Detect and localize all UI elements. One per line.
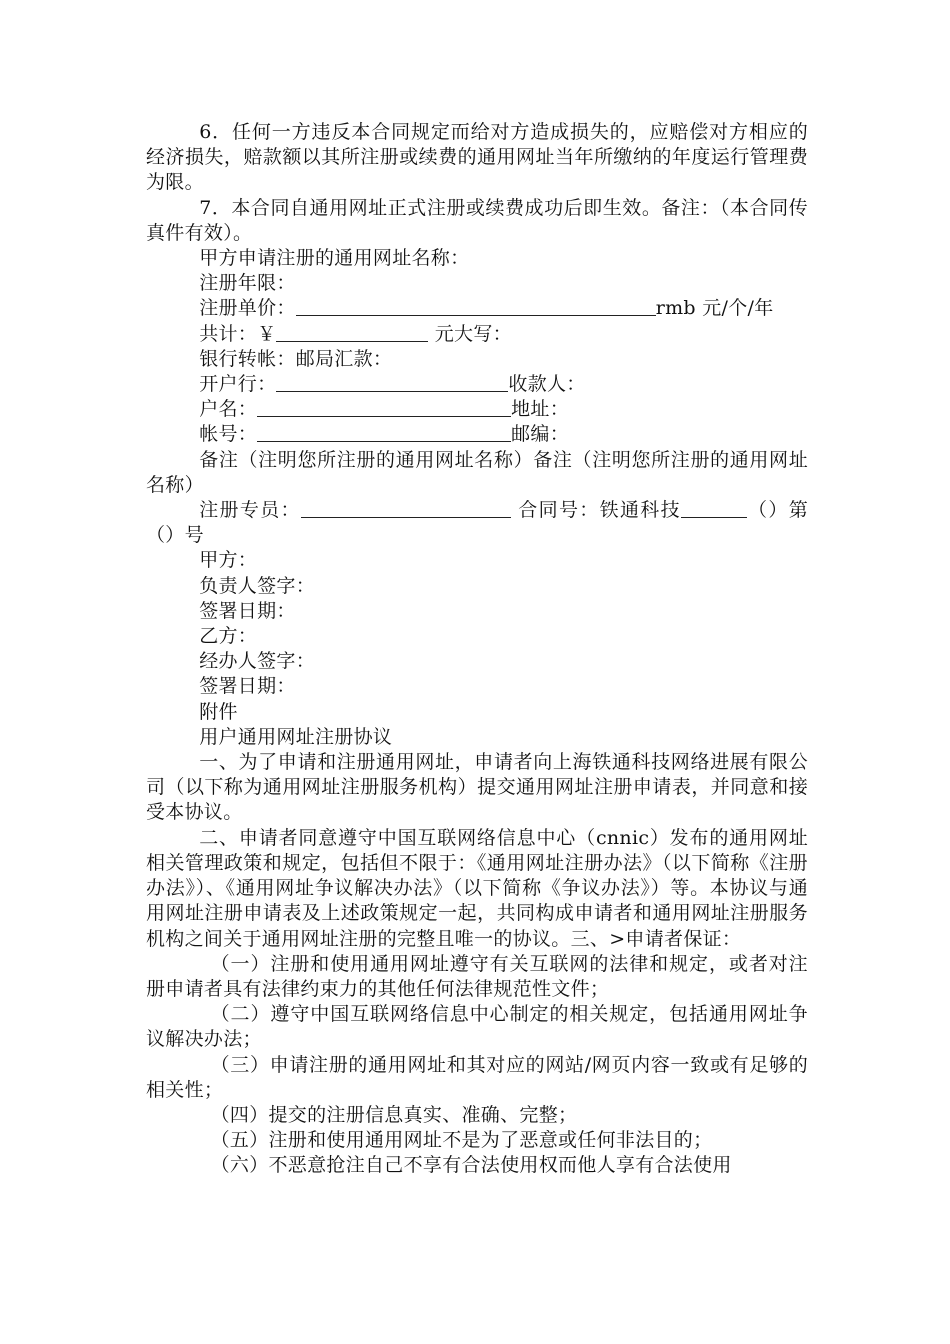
field-suffix: 元大写： xyxy=(428,322,512,345)
blank-line xyxy=(276,323,428,342)
clause-7: 7．本合同自通用网址正式注册或续费成功后即生效。备注：（本合同传真件有效）。 xyxy=(146,196,808,244)
field-account-number xyxy=(146,422,808,447)
attachment-label: 附件 xyxy=(199,700,238,723)
agreement-title: 用户通用网址注册协议 xyxy=(199,725,393,748)
field-account-name xyxy=(146,397,808,422)
field-suffix: 邮编： xyxy=(511,423,569,446)
field-label: 注册单价： xyxy=(199,297,296,320)
agreement-clause-2: 二、申请者同意遵守中国互联网络信息中心（cnnic）发布的通用网址相关管理政策和规定，包括但不限于：《通用网址注册办法》（以下简称《注册办法》）、《通用网址争议解决办法》（以下简称《争议办法》）等。本协议与通用网址注册申请表及上述政策规定一起，共同构成申请者和通用网址注册服务机构之间关于通用网址注册的完整且唯一的协议。三、>申请者保证： xyxy=(146,826,808,950)
document-body xyxy=(146,120,808,1179)
field-bank-name xyxy=(146,372,808,397)
field-remark: 备注（注明您所注册的通用网址名称）备注（注明您所注册的通用网址名称） xyxy=(146,448,808,496)
guarantee-6: （六）不恶意抢注自己不享有合法使用权而他人享有合法使用 xyxy=(210,1154,732,1177)
blank-line xyxy=(257,423,511,442)
field-url-name: 甲方申请注册的通用网址名称： xyxy=(199,247,470,270)
field-label: 开户行： xyxy=(199,373,277,396)
party-a: 甲方： xyxy=(199,549,258,572)
field-bank: 银行转帐：邮局汇款： xyxy=(199,347,393,370)
blank-line xyxy=(296,297,656,316)
date-b: 签署日期： xyxy=(199,675,296,698)
guarantee-1: （一）注册和使用通用网址遵守有关互联网的法律和规定，或者对注册申请者具有法律约束力的其他任何法律规范性文件； xyxy=(146,952,808,1000)
field-unit-price xyxy=(146,296,808,321)
signature-b: 经办人签字： xyxy=(199,650,315,673)
field-suffix: rmb 元/个/年 xyxy=(655,297,774,320)
guarantee-2: （二）遵守中国互联网络信息中心制定的相关规定，包括通用网址争议解决办法； xyxy=(146,1003,808,1051)
clause-6: 6．任何一方违反本合同规定而给对方造成损失的，应赔偿对方相应的经济损失，赔款额以其所注册或续费的通用网址当年所缴纳的年度运行管理费为限。 xyxy=(146,121,808,194)
field-label: 帐号： xyxy=(199,423,258,446)
field-label: 共计：￥ xyxy=(199,322,277,345)
signature-a: 负责人签字： xyxy=(199,574,315,597)
party-b: 乙方： xyxy=(199,625,258,648)
blank-line xyxy=(301,499,511,518)
field-label: 户名： xyxy=(199,398,258,421)
field-label: 注册专员： xyxy=(199,499,301,522)
blank-line xyxy=(681,499,747,518)
field-total xyxy=(146,322,808,347)
blank-line xyxy=(276,373,508,392)
date-a: 签署日期： xyxy=(199,599,296,622)
field-agent xyxy=(146,498,808,548)
guarantee-4: （四）提交的注册信息真实、准确、完整； xyxy=(210,1103,578,1126)
guarantee-3: （三）申请注册的通用网址和其对应的网站/网页内容一致或有足够的相关性； xyxy=(146,1053,808,1101)
field-suffix: 地址： xyxy=(511,398,569,421)
agreement-clause-1: 一、为了申请和注册通用网址，申请者向上海铁通科技网络进展有限公司（以下称为通用网址注册服务机构）提交通用网址注册申请表，并同意和接受本协议。 xyxy=(146,751,808,824)
field-suffix: 收款人： xyxy=(508,373,586,396)
blank-line xyxy=(257,398,511,417)
field-middle: 合同号：铁通科技 xyxy=(510,499,681,522)
field-years: 注册年限： xyxy=(199,272,296,295)
field-suffix: （）第（）号 xyxy=(146,499,808,547)
guarantee-5: （五）注册和使用通用网址不是为了恶意或任何非法目的； xyxy=(210,1129,713,1152)
